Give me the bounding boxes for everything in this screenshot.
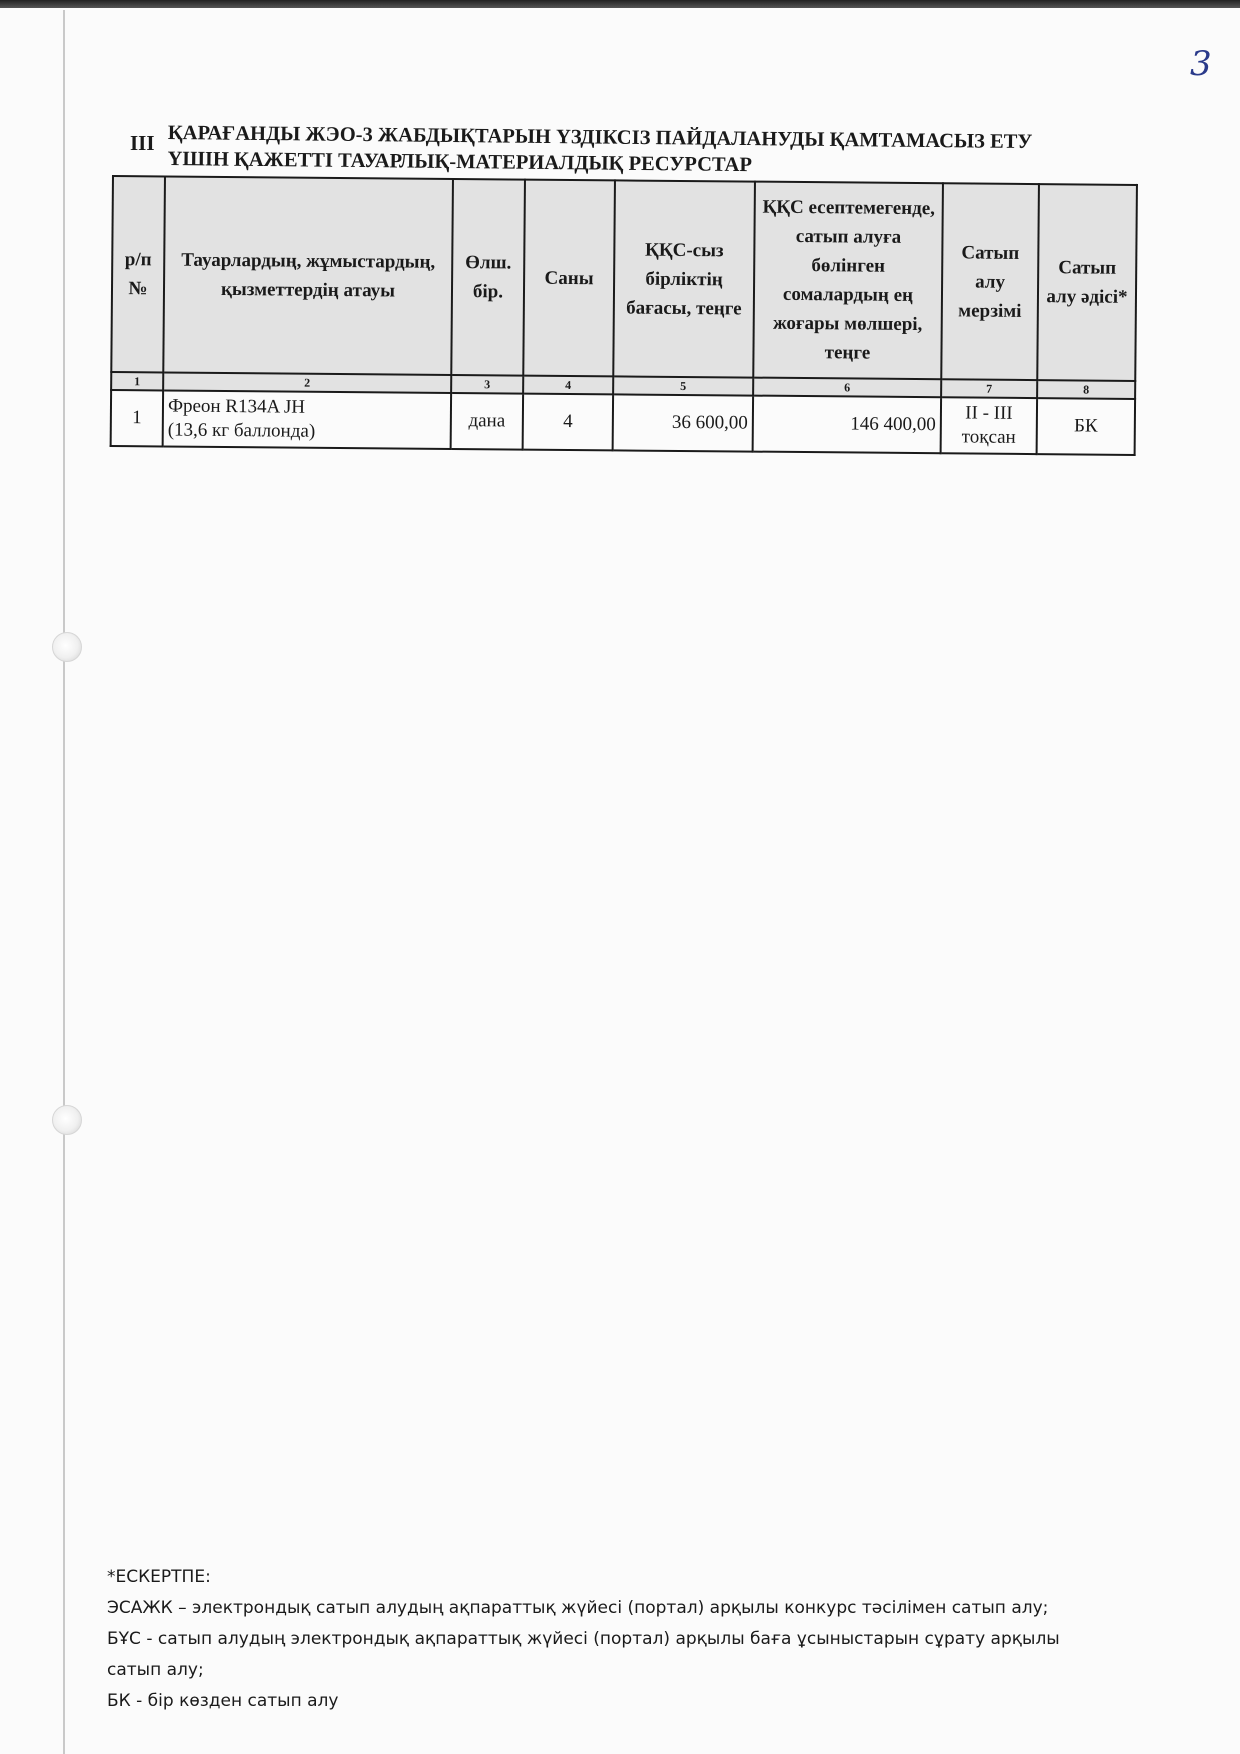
cell-unit: дана bbox=[451, 393, 523, 450]
column-number: 3 bbox=[451, 375, 523, 394]
punch-hole-icon bbox=[52, 1105, 82, 1135]
column-number: 5 bbox=[613, 376, 753, 395]
table-row bbox=[111, 390, 1135, 455]
footnote-line-esazhk: ЭСАЖК – электрондық сатып алудың ақпараттық жүйесі (портал) арқылы конкурс тәсілімен сатып алу; bbox=[107, 1598, 1049, 1618]
header-unit-price: ҚҚС-сыз бірліктің бағасы, теңге bbox=[613, 180, 755, 377]
column-number: 8 bbox=[1037, 380, 1135, 399]
cell-unit-price: 36 600,00 bbox=[613, 394, 753, 451]
column-number: 4 bbox=[523, 376, 613, 395]
footnote-heading: *ЕСКЕРТПЕ: bbox=[107, 1567, 211, 1587]
section-number: III bbox=[130, 131, 155, 155]
scan-top-edge bbox=[0, 0, 1240, 8]
cell-item-name bbox=[163, 390, 451, 449]
section-title bbox=[167, 120, 1127, 182]
header-purchase-period: Сатып алу мерзімі bbox=[941, 183, 1039, 380]
header-max-amount: ҚҚС есептемегенде, сатып алуға бөлінген сомалардың ең жоғары мөлшері, теңге bbox=[753, 182, 943, 380]
resources-table-wrapper bbox=[110, 175, 1136, 456]
header-unit: Өлш. бір. bbox=[451, 179, 525, 376]
column-number: 7 bbox=[941, 379, 1037, 398]
binder-margin-line bbox=[63, 10, 65, 1754]
section-title-line-2: ҮШІН ҚАЖЕТТІ ТАУАРЛЫҚ-МАТЕРИАЛДЫҚ РЕСУРСТАР bbox=[167, 147, 753, 177]
column-number: 6 bbox=[753, 378, 941, 398]
table-header-row bbox=[111, 176, 1137, 381]
handwritten-page-number: 3 bbox=[1190, 44, 1212, 84]
header-quantity: Саны bbox=[523, 180, 615, 377]
footnote bbox=[107, 1562, 1107, 1717]
footnote-line-bus: БҰС - сатып алудың электрондық ақпараттық жүйесі (портал) арқылы баға ұсыныстарын сұрату арқылы сатып алу; bbox=[107, 1629, 1060, 1680]
section-title-line-1: ҚАРАҒАНДЫ ЖЭО-3 ЖАБДЫҚТАРЫН ҮЗДІКСІЗ ПАЙДАЛАНУДЫ ҚАМТАМАСЫЗ ЕТУ bbox=[167, 121, 1033, 154]
cell-purchase-period: ІІ - ІІІ тоқсан bbox=[941, 397, 1037, 454]
header-row-number: р/п № bbox=[111, 176, 165, 372]
item-name-line-1: Фреон R134A JH bbox=[167, 395, 306, 418]
cell-purchase-method: БК bbox=[1037, 398, 1135, 455]
resources-table bbox=[110, 175, 1138, 456]
header-item-name: Тауарлардың, жұмыстардың, қызметтердің атауы bbox=[163, 176, 453, 375]
cell-quantity: 4 bbox=[523, 394, 613, 451]
punch-hole-icon bbox=[52, 632, 82, 662]
header-purchase-method: Сатып алу әдісі* bbox=[1037, 184, 1137, 381]
footnote-line-bk: БК - бір көзден сатып алу bbox=[107, 1691, 339, 1711]
cell-max-amount: 146 400,00 bbox=[753, 396, 941, 454]
cell-row-number: 1 bbox=[111, 390, 163, 446]
item-name-line-2: (13,6 кг баллонда) bbox=[167, 419, 316, 442]
column-number: 1 bbox=[111, 372, 163, 390]
column-number: 2 bbox=[163, 372, 451, 393]
